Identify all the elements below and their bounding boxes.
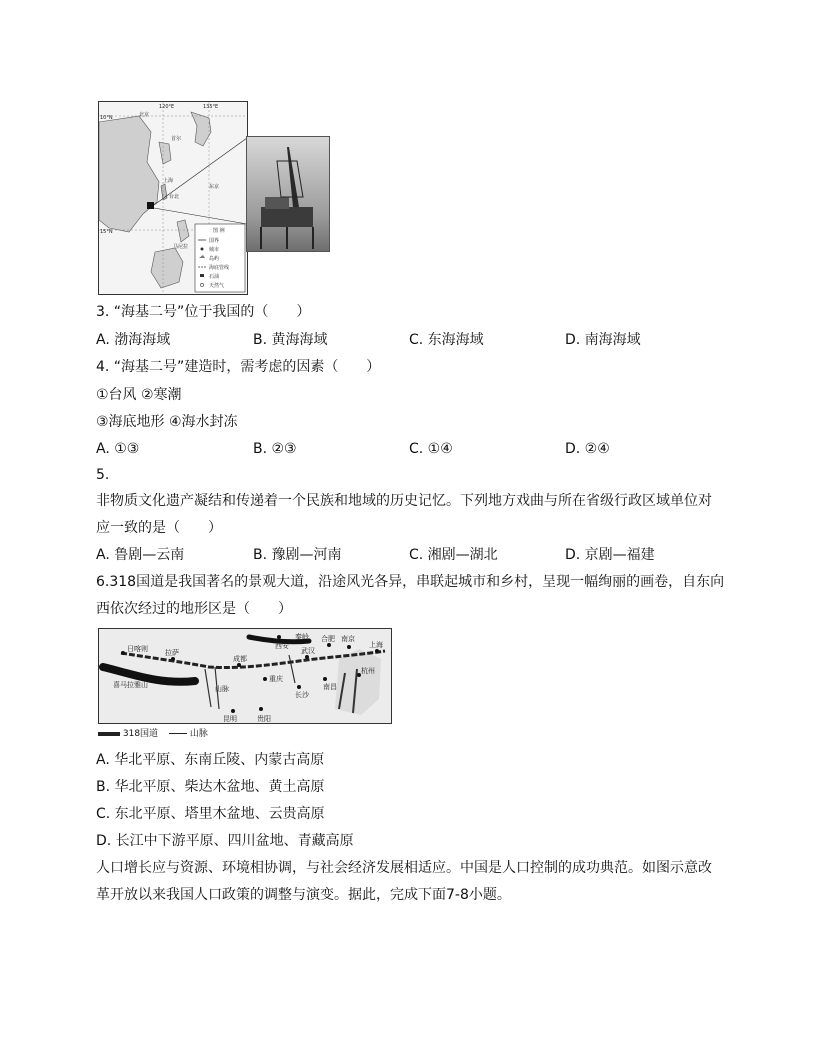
q3-option-c[interactable]: C. 东海海域 [409,332,484,348]
question-5-stem-line-1: 非物质文化遗产凝结和传递着一个民族和地域的历史记忆。下列地方戏曲与所在省级行政区域单位对 [96,493,712,509]
q4-option-d[interactable]: D. ②④ [565,441,610,457]
intro-line-1: 人口增长应与资源、环境相协调，与社会经济发展相适应。中国是人口控制的成功典范。如图示意改 [96,860,712,876]
platform-marker [147,202,154,209]
question-5-number: 5. [96,467,110,483]
legend-item: 海底管线 [209,265,230,271]
q5-option-b[interactable]: B. 豫剧—河南 [253,547,342,563]
road-legend-swatch [98,732,120,736]
lat-label: 15°N [100,229,113,235]
question-5-stem-line-2: 应一致的是（ ） [96,520,222,536]
q4-option-c[interactable]: C. ①④ [409,441,453,457]
question-6-stem-line-2: 西依次经过的地形区是（ ） [96,601,292,617]
city-label: 成都 [233,655,247,663]
intro-line-2: 革开放以来我国人口政策的调整与演变。据此，完成下面7-8小题。 [96,887,511,903]
mountain-label: 喜马拉雅山 [113,681,148,689]
city-label: 南京 [341,635,355,643]
q3-option-d[interactable]: D. 南海海域 [565,332,641,348]
lon-label: 135°E [203,104,219,110]
east-asia-map [99,102,247,294]
road-map-legend [98,728,208,740]
mountain-label: 山脉 [215,685,229,693]
city-label: 武汉 [301,647,315,655]
map-legend [195,224,245,292]
q6-option-c[interactable]: C. 东北平原、塔里木盆地、云贵高原 [96,806,325,822]
place-label: 马尼拉 [173,244,189,250]
city-label: 上海 [369,641,383,649]
city-label: 杭州 [361,667,375,675]
legend-title: 图 例 [213,228,225,234]
legend-item: 城市 [209,247,220,253]
mountain-legend-swatch [169,733,187,734]
question-4-stem: 4. “海基二号”建造时，需考虑的因素（ ） [96,359,381,375]
q4-factor-line-2: ③海底地形 ④海水封冻 [96,414,238,430]
city-label: 长沙 [295,691,309,699]
q6-option-d[interactable]: D. 长江中下游平原、四川盆地、青藏高原 [96,833,354,849]
legend-item: 岛屿 [209,256,220,262]
q5-option-d[interactable]: D. 京剧—福建 [565,547,655,563]
question-6-stem-line-1: 6.318国道是我国著名的景观大道，沿途风光各异，串联起城市和乡村，呈现一幅绚丽的画卷，自东向 [96,574,725,590]
place-label: 台北 [169,194,180,200]
city-label: 贵阳 [257,715,271,723]
legend-road-label: 318国道 [122,729,159,739]
q6-option-b[interactable]: B. 华北平原、柴达木盆地、黄土高原 [96,779,325,795]
q4-option-b[interactable]: B. ②③ [253,441,297,457]
q5-option-a[interactable]: A. 鲁剧—云南 [96,547,185,563]
q5-option-c[interactable]: C. 湘剧—湖北 [409,547,498,563]
legend-item: 石油 [209,274,220,280]
q3-option-a[interactable]: A. 渤海海域 [96,332,171,348]
lon-label: 120°E [159,104,175,110]
place-label: 北京 [139,112,150,118]
city-label: 南昌 [323,683,337,691]
q4-option-a[interactable]: A. ①③ [96,441,140,457]
platform-photo [246,136,330,252]
mountain-label: 秦岭 [295,633,309,641]
place-label: 首尔 [171,136,182,142]
q3-option-b[interactable]: B. 黄海海域 [253,332,328,348]
legend-item: 天然气 [209,283,225,289]
legend-mountain-label: 山脉 [189,729,208,739]
road-318-map [98,628,392,724]
q4-factor-line-1: ①台风 ②寒潮 [96,387,182,403]
city-label: 昆明 [223,715,237,723]
q6-option-a[interactable]: A. 华北平原、东南丘陵、内蒙古高原 [96,752,325,768]
lat-label: 10°N [100,115,113,121]
place-label: 东京 [209,184,220,190]
city-label: 西安 [275,642,289,650]
city-label: 拉萨 [165,649,179,657]
place-label: 上海 [163,178,174,184]
city-label: 合肥 [321,635,335,643]
question-3-stem: 3. “海基二号”位于我国的（ ） [96,304,311,320]
city-label: 日喀则 [127,645,148,653]
map-figure-east-asia [98,101,248,295]
legend-item: 国界 [209,238,220,244]
city-label: 重庆 [269,675,283,683]
